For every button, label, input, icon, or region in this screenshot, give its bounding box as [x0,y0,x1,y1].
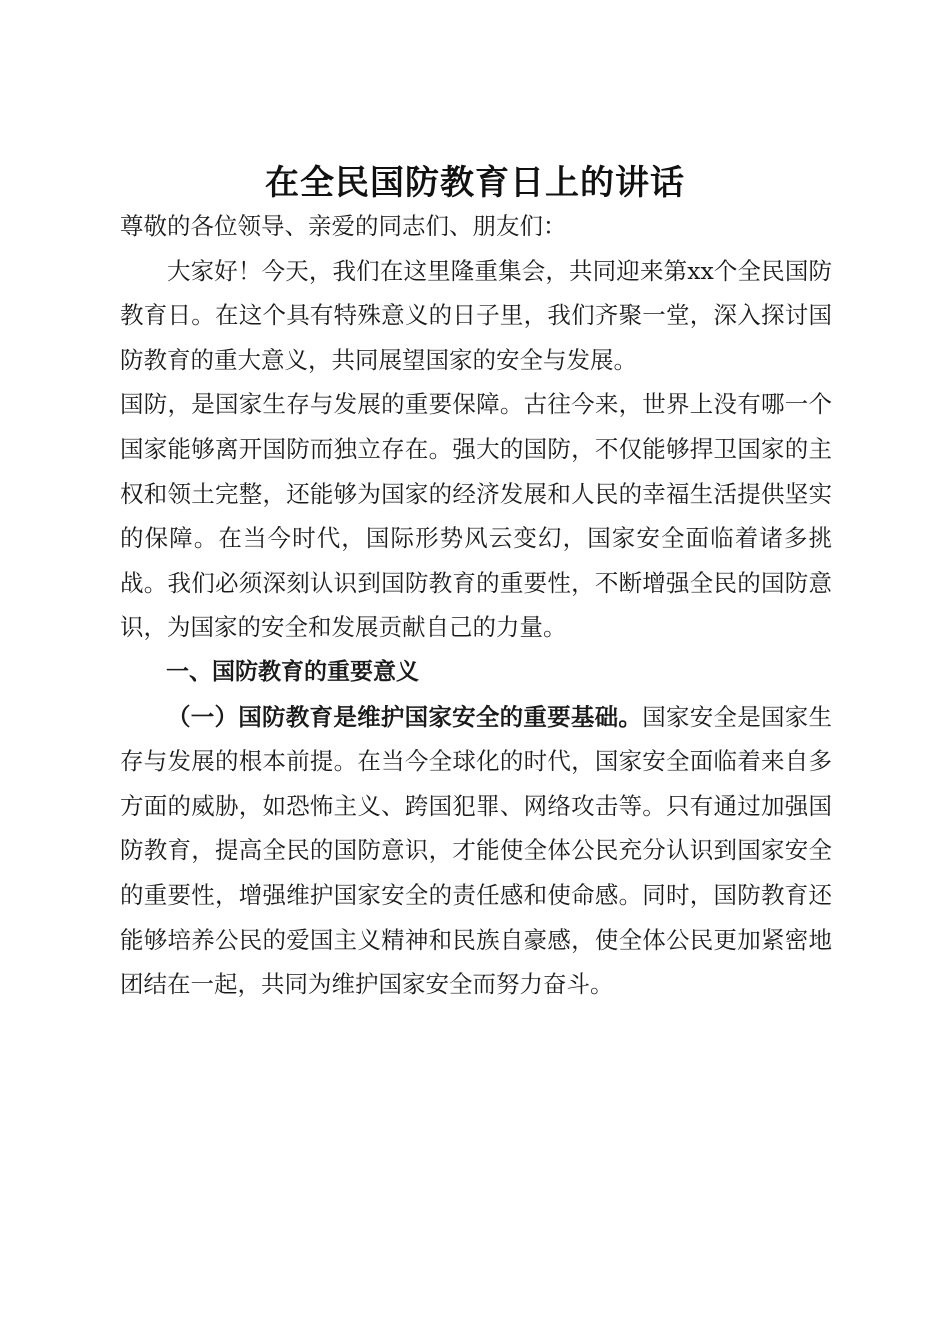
salutation: 尊敬的各位领导、亲爱的同志们、朋友们： [120,212,567,240]
subsection-lead-1: （一）国防教育是维护国家安全的重要基础。 [167,702,643,731]
document-body [120,204,832,1007]
intro-paragraph: 大家好！今天，我们在这里隆重集会，共同迎来第xx个全民国防教育日。在这个具有特殊意义的日子里，我们齐聚一堂，深入探讨国防教育的重大意义，共同展望国家的安全与发展。 [120,256,832,374]
subsection-body-1: 国家安全是国家生存与发展的根本前提。在当今全球化的时代，国家安全面临着来自多方面的威胁，如恐怖主义、跨国犯罪、网络攻击等。只有通过加强国防教育，提高全民的国防意识，才能使全体公民充分认识到国家安全的重要性，增强维护国家安全的责任感和使命感。同时，国防教育还能够培养公民的爱国主义精神和民族自豪感，使全体公民更加紧密地团结在一起，共同为维护国家安全而努力奋斗。 [120,702,833,999]
document-title: 在全民国防教育日上的讲话 [265,162,685,203]
subsection-paragraph-1 [120,695,832,1007]
section-heading-1: 一、国防教育的重要意义 [166,658,419,685]
paragraph-national-defense: 国防，是国家生存与发展的重要保障。古往今来，世界上没有哪一个国家能够离开国防而独立存在。强大的国防，不仅能够捍卫国家的主权和领土完整，还能够为国家的经济发展和人民的幸福生活提供坚实的保障。在当今时代，国际形势风云变幻，国家安全面临着诸多挑战。我们必须深刻认识到国防教育的重要性，不断增强全民的国防意识，为国家的安全和发展贡献自己的力量。 [120,390,832,642]
